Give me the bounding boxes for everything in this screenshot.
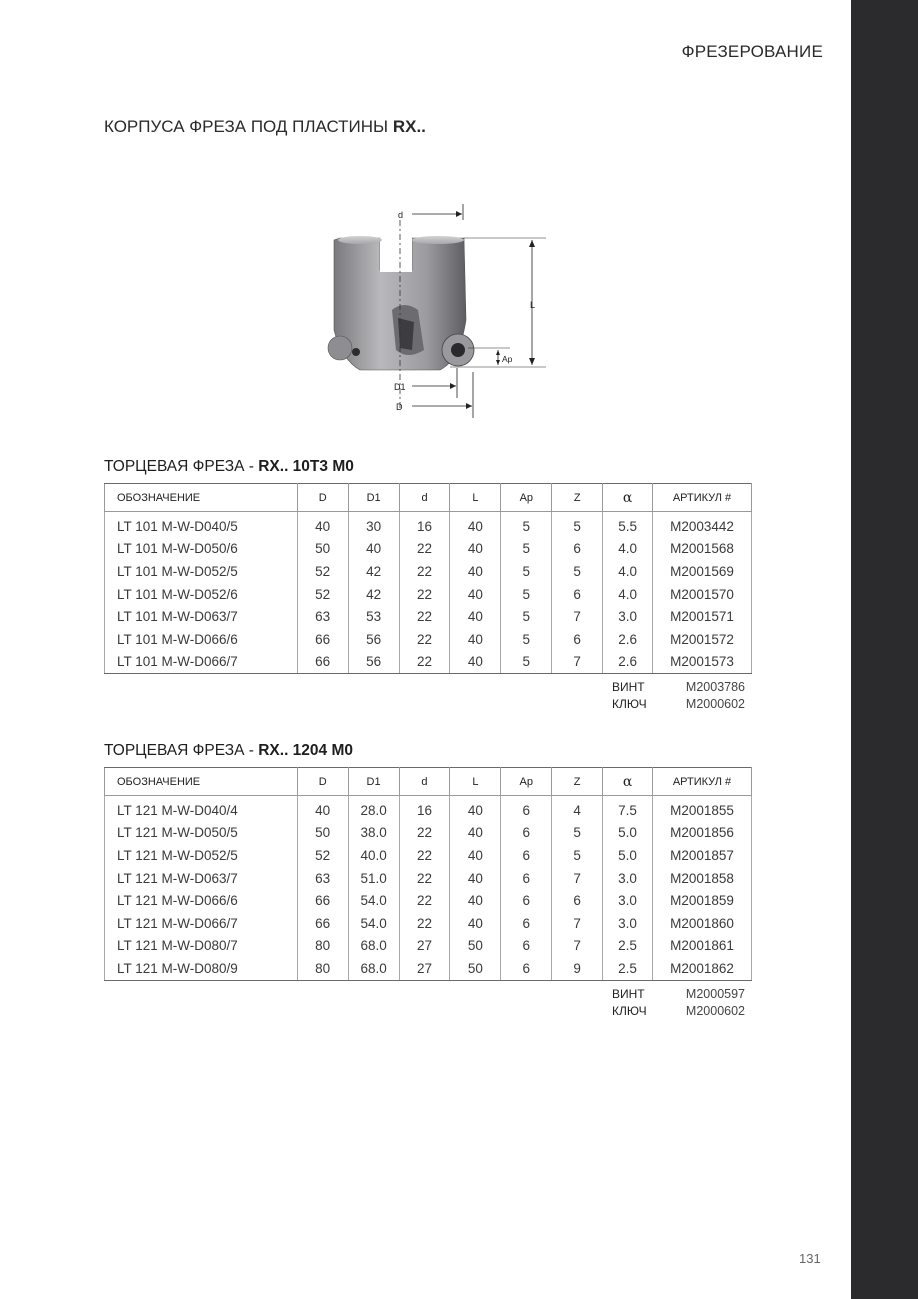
column-header: D <box>297 484 348 512</box>
table-title-prefix: ТОРЦЕВАЯ ФРЕЗА - <box>104 458 259 475</box>
table-cell: 50 <box>450 935 501 958</box>
table-cell: 28.0 <box>348 796 399 822</box>
table-cell: 52 <box>297 560 348 583</box>
milling-cutter-diagram <box>300 200 560 425</box>
table-cell: 5 <box>501 651 552 674</box>
table-cell: 6 <box>501 867 552 890</box>
column-header: ОБОЗНАЧЕНИЕ <box>105 768 298 796</box>
table-title-1204 <box>104 742 353 760</box>
table-cell: 66 <box>297 912 348 935</box>
table-title-bold: RX.. 10T3 M0 <box>258 458 354 475</box>
column-header: D <box>297 768 348 796</box>
table-cell: 5 <box>501 512 552 538</box>
table-cell: 22 <box>399 538 450 561</box>
dim-label-Ap: Ap <box>502 354 513 364</box>
table-cell: M2001862 <box>653 957 752 980</box>
table-cell: 38.0 <box>348 822 399 845</box>
table-row <box>105 844 752 867</box>
table-cell: 40 <box>450 822 501 845</box>
table-row <box>105 957 752 980</box>
table-cell: 52 <box>297 844 348 867</box>
table-cell: 5.0 <box>603 844 653 867</box>
table-cell: LT 121 M-W-D066/6 <box>105 889 298 912</box>
table-cell: 40 <box>297 796 348 822</box>
table-cell: 5.0 <box>603 822 653 845</box>
table-cell: 66 <box>297 889 348 912</box>
table-cell: 66 <box>297 651 348 674</box>
dim-label-L: L <box>530 300 536 310</box>
table-cell: M2001859 <box>653 889 752 912</box>
table-cell: 7 <box>552 935 603 958</box>
table-cell: 4.0 <box>603 583 653 606</box>
table-cell: 40 <box>450 889 501 912</box>
table-row <box>105 889 752 912</box>
table-cell: 5 <box>501 560 552 583</box>
table-cell: 2.6 <box>603 651 653 674</box>
table-cell: 4.0 <box>603 538 653 561</box>
table-header-row <box>105 484 752 512</box>
table-row <box>105 651 752 674</box>
table-cell: 40 <box>348 538 399 561</box>
table-row <box>105 583 752 606</box>
column-header: АРТИКУЛ # <box>653 484 752 512</box>
accessory-row <box>600 680 745 697</box>
table-cell: 6 <box>552 538 603 561</box>
table-cell: M2001571 <box>653 605 752 628</box>
column-header: Z <box>552 768 603 796</box>
side-bar <box>851 0 918 1299</box>
table-cell: M2001572 <box>653 628 752 651</box>
table-cell: 40 <box>450 844 501 867</box>
table-cell: 22 <box>399 583 450 606</box>
table-cell: M2001860 <box>653 912 752 935</box>
table-title-10t3 <box>104 458 354 476</box>
table-cell: LT 121 M-W-D040/4 <box>105 796 298 822</box>
table-cell: 22 <box>399 605 450 628</box>
table-cell: M2001861 <box>653 935 752 958</box>
accessory-code: M2003786 <box>685 680 745 694</box>
spec-table-10t3 <box>104 483 752 674</box>
dim-label-d: d <box>398 210 404 220</box>
table-cell: LT 101 M-W-D063/7 <box>105 605 298 628</box>
column-header: ОБОЗНАЧЕНИЕ <box>105 484 298 512</box>
table-cell: 30 <box>348 512 399 538</box>
table-cell: 56 <box>348 628 399 651</box>
table-cell: M2001855 <box>653 796 752 822</box>
table-cell: 40 <box>450 867 501 890</box>
accessory-code: M2000602 <box>685 697 745 711</box>
table-cell: 3.0 <box>603 889 653 912</box>
accessory-label: КЛЮЧ <box>612 697 647 711</box>
table-cell: LT 121 M-W-D080/7 <box>105 935 298 958</box>
table-row <box>105 628 752 651</box>
table-cell: M2003442 <box>653 512 752 538</box>
table-cell: LT 101 M-W-D052/5 <box>105 560 298 583</box>
table-cell: 5 <box>501 605 552 628</box>
column-header: L <box>450 768 501 796</box>
table-cell: 6 <box>552 889 603 912</box>
table-cell: M2001569 <box>653 560 752 583</box>
table-cell: 53 <box>348 605 399 628</box>
column-header: α <box>603 768 653 796</box>
table-cell: 22 <box>399 651 450 674</box>
table-cell: 3.0 <box>603 605 653 628</box>
table-cell: 4.0 <box>603 560 653 583</box>
table-cell: 5 <box>501 538 552 561</box>
column-header: АРТИКУЛ # <box>653 768 752 796</box>
section-label: ФРЕЗЕРОВАНИЕ <box>681 42 823 61</box>
accessory-row <box>600 987 745 1004</box>
table-cell: 22 <box>399 867 450 890</box>
table-cell: 3.0 <box>603 912 653 935</box>
column-header: Ap <box>501 484 552 512</box>
table-cell: 7.5 <box>603 796 653 822</box>
cutter-body <box>328 236 474 370</box>
column-header: Z <box>552 484 603 512</box>
table-cell: 22 <box>399 628 450 651</box>
accessory-row <box>600 697 745 714</box>
table-cell: 6 <box>501 912 552 935</box>
spec-table-1204 <box>104 767 752 981</box>
table-header-row <box>105 768 752 796</box>
table-cell: 9 <box>552 957 603 980</box>
accessory-code: M2000602 <box>685 1004 745 1018</box>
table-cell: M2001858 <box>653 867 752 890</box>
table-cell: 6 <box>552 583 603 606</box>
table-cell: 7 <box>552 651 603 674</box>
column-header: D1 <box>348 484 399 512</box>
table-cell: 66 <box>297 628 348 651</box>
table-cell: LT 121 M-W-D066/7 <box>105 912 298 935</box>
table-cell: LT 101 M-W-D052/6 <box>105 583 298 606</box>
extras-10t3 <box>600 680 745 714</box>
table-cell: 6 <box>501 844 552 867</box>
table-cell: 7 <box>552 867 603 890</box>
table-cell: 63 <box>297 605 348 628</box>
table-cell: 68.0 <box>348 935 399 958</box>
table-cell: 6 <box>501 889 552 912</box>
table-cell: 63 <box>297 867 348 890</box>
table-cell: 5 <box>552 822 603 845</box>
accessory-label: КЛЮЧ <box>612 1004 647 1018</box>
table-cell: 40 <box>450 605 501 628</box>
accessory-label: ВИНТ <box>612 680 645 694</box>
table-row <box>105 822 752 845</box>
table-cell: 7 <box>552 605 603 628</box>
table-cell: 40 <box>450 912 501 935</box>
table-title-prefix: ТОРЦЕВАЯ ФРЕЗА - <box>104 742 259 759</box>
table-cell: M2001573 <box>653 651 752 674</box>
table-row <box>105 560 752 583</box>
table-cell: 56 <box>348 651 399 674</box>
table-cell: 40 <box>450 796 501 822</box>
table-cell: 40 <box>450 560 501 583</box>
table-cell: LT 121 M-W-D052/5 <box>105 844 298 867</box>
accessory-code: M2000597 <box>685 987 745 1001</box>
table-cell: 40 <box>450 651 501 674</box>
table-cell: 68.0 <box>348 957 399 980</box>
table-cell: 2.6 <box>603 628 653 651</box>
table-cell: LT 121 M-W-D080/9 <box>105 957 298 980</box>
table-row <box>105 912 752 935</box>
table-cell: 22 <box>399 844 450 867</box>
table-cell: 16 <box>399 512 450 538</box>
table-cell: 50 <box>297 822 348 845</box>
page-number: 131 <box>799 1251 821 1266</box>
table-cell: 5 <box>501 628 552 651</box>
accessory-label: ВИНТ <box>612 987 645 1001</box>
table-cell: 3.0 <box>603 867 653 890</box>
table-cell: 6 <box>552 628 603 651</box>
column-header: Ap <box>501 768 552 796</box>
table-cell: 22 <box>399 560 450 583</box>
page-title <box>104 117 426 137</box>
page-title-bold: RX.. <box>392 117 426 136</box>
table-cell: LT 121 M-W-D050/5 <box>105 822 298 845</box>
column-header: L <box>450 484 501 512</box>
table-cell: 50 <box>450 957 501 980</box>
table-cell: 52 <box>297 583 348 606</box>
table-cell: 27 <box>399 957 450 980</box>
table-cell: LT 121 M-W-D063/7 <box>105 867 298 890</box>
column-header: D1 <box>348 768 399 796</box>
table-cell: 40.0 <box>348 844 399 867</box>
table-row <box>105 867 752 890</box>
table-cell: 5 <box>552 512 603 538</box>
table-cell: 80 <box>297 935 348 958</box>
table-cell: M2001570 <box>653 583 752 606</box>
table-cell: 5 <box>552 560 603 583</box>
table-cell: 22 <box>399 822 450 845</box>
table-cell: 54.0 <box>348 889 399 912</box>
table-cell: 40 <box>450 538 501 561</box>
extras-1204 <box>600 987 745 1021</box>
column-header: α <box>603 484 653 512</box>
table-cell: 40 <box>450 512 501 538</box>
table-cell: 5.5 <box>603 512 653 538</box>
table-cell: LT 101 M-W-D066/7 <box>105 651 298 674</box>
table-cell: 40 <box>297 512 348 538</box>
table-cell: M2001857 <box>653 844 752 867</box>
table-cell: 6 <box>501 796 552 822</box>
table-cell: 6 <box>501 957 552 980</box>
table-cell: 51.0 <box>348 867 399 890</box>
table-cell: LT 101 M-W-D040/5 <box>105 512 298 538</box>
table-row <box>105 538 752 561</box>
column-header: d <box>399 484 450 512</box>
table-cell: 54.0 <box>348 912 399 935</box>
table-cell: LT 101 M-W-D066/6 <box>105 628 298 651</box>
page-title-prefix: КОРПУСА ФРЕЗА ПОД ПЛАСТИНЫ <box>104 117 393 136</box>
table-row <box>105 796 752 822</box>
table-cell: M2001568 <box>653 538 752 561</box>
table-cell: 4 <box>552 796 603 822</box>
table-cell: 42 <box>348 583 399 606</box>
table-cell: 7 <box>552 912 603 935</box>
table-cell: 42 <box>348 560 399 583</box>
dim-label-D: D <box>396 402 403 412</box>
table-cell: 22 <box>399 889 450 912</box>
table-cell: 6 <box>501 935 552 958</box>
table-cell: 27 <box>399 935 450 958</box>
table-cell: 2.5 <box>603 957 653 980</box>
table-row <box>105 512 752 538</box>
table-cell: M2001856 <box>653 822 752 845</box>
table-cell: 6 <box>501 822 552 845</box>
table-row <box>105 605 752 628</box>
table-cell: 40 <box>450 628 501 651</box>
table-title-bold: RX.. 1204 M0 <box>258 742 354 759</box>
accessory-row <box>600 1004 745 1021</box>
column-header: d <box>399 768 450 796</box>
table-row <box>105 935 752 958</box>
table-cell: 22 <box>399 912 450 935</box>
table-cell: 16 <box>399 796 450 822</box>
table-cell: 2.5 <box>603 935 653 958</box>
table-cell: 40 <box>450 583 501 606</box>
table-cell: 5 <box>552 844 603 867</box>
table-cell: 80 <box>297 957 348 980</box>
table-cell: 5 <box>501 583 552 606</box>
table-cell: LT 101 M-W-D050/6 <box>105 538 298 561</box>
dim-label-D1: D1 <box>394 382 406 392</box>
table-cell: 50 <box>297 538 348 561</box>
